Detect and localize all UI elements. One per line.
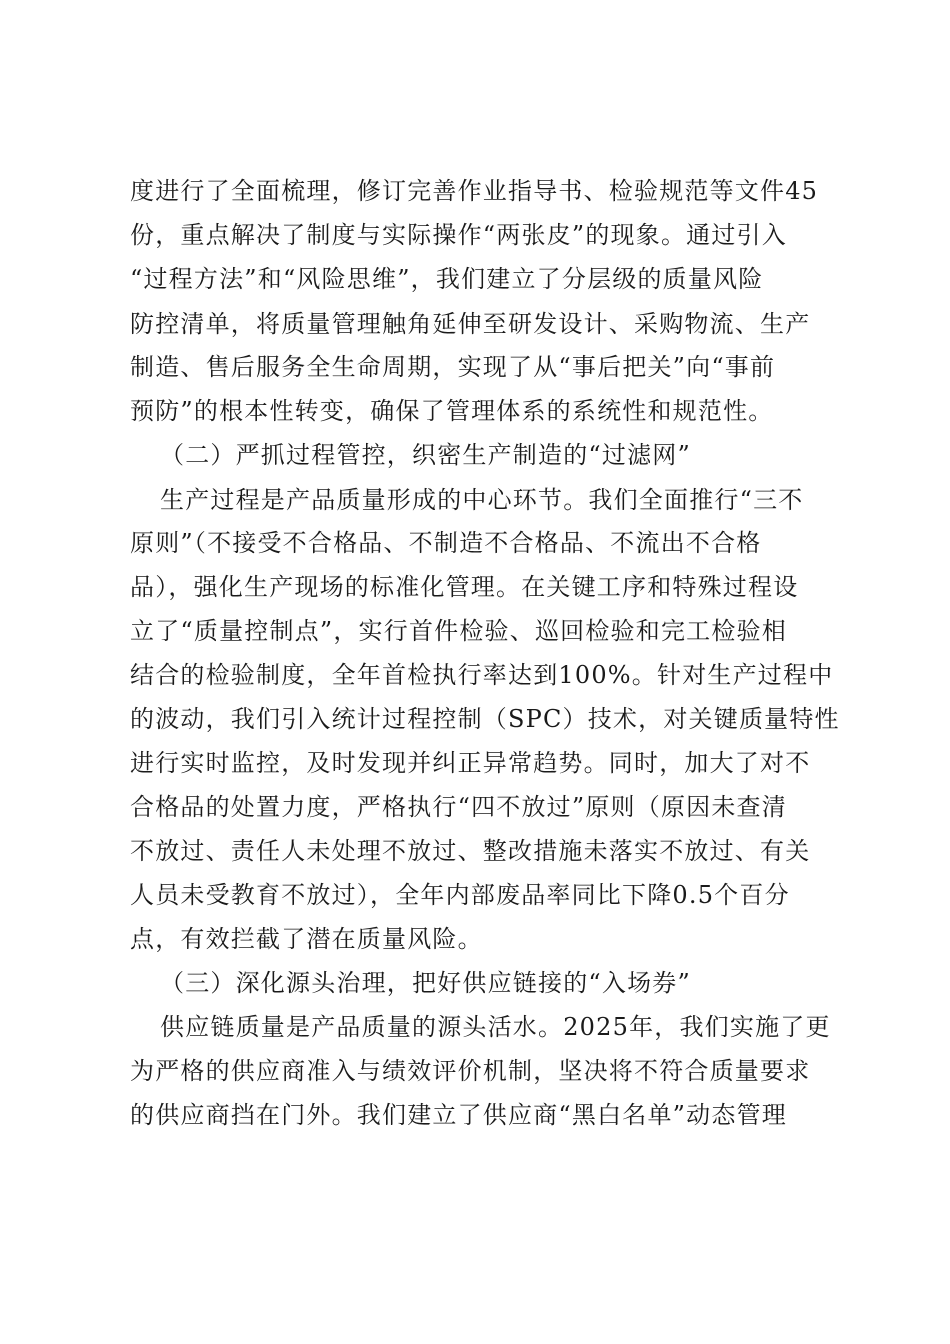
text-line: 的波动，我们引入统计过程控制（SPC）技术，对关键质量特性	[130, 705, 840, 733]
text-line: 制造、售后服务全生命周期，实现了从“事后把关”向“事前	[130, 353, 776, 381]
section-heading: （三）深化源头治理，把好供应链接的“入场券”	[160, 969, 691, 997]
text-line: 度进行了全面梳理，修订完善作业指导书、检验规范等文件45	[130, 177, 819, 205]
text-line: 份，重点解决了制度与实际操作“两张皮”的现象。通过引入	[130, 221, 787, 249]
text-line: 立了“质量控制点”，实行首件检验、巡回检验和完工检验相	[130, 617, 787, 645]
text-line: 为严格的供应商准入与绩效评价机制，坚决将不符合质量要求	[130, 1057, 811, 1085]
text-line: 点，有效拦截了潜在质量风险。	[130, 925, 483, 953]
text-line: 不放过、责任人未处理不放过、整改措施未落实不放过、有关	[130, 837, 811, 865]
text-line: 预防”的根本性转变，确保了管理体系的系统性和规范性。	[130, 397, 774, 425]
text-line: “过程方法”和“风险思维”，我们建立了分层级的质量风险	[130, 265, 764, 293]
text-line: 原则”（不接受不合格品、不制造不合格品、不流出不合格	[130, 529, 762, 557]
text-line: 品），强化生产现场的标准化管理。在关键工序和特殊过程设	[130, 573, 799, 601]
text-line: 的供应商挡在门外。我们建立了供应商“黑白名单”动态管理	[130, 1101, 787, 1129]
text-line: 人员未受教育不放过），全年内部废品率同比下降0.5个百分	[130, 881, 790, 909]
text-line: 防控清单，将质量管理触角延伸至研发设计、采购物流、生产	[130, 310, 811, 338]
text-line: 结合的检验制度，全年首检执行率达到100%。针对生产过程中	[130, 661, 834, 689]
text-line: 进行实时监控，及时发现并纠正异常趋势。同时，加大了对不	[130, 749, 811, 777]
section-heading: （二）严抓过程管控，织密生产制造的“过滤网”	[160, 441, 691, 469]
text-line: 合格品的处置力度，严格执行“四不放过”原则（原因未查清	[130, 793, 787, 821]
text-line: 生产过程是产品质量形成的中心环节。我们全面推行“三不	[160, 486, 804, 514]
text-line: 供应链质量是产品质量的源头活水。2025年，我们实施了更	[160, 1013, 831, 1041]
